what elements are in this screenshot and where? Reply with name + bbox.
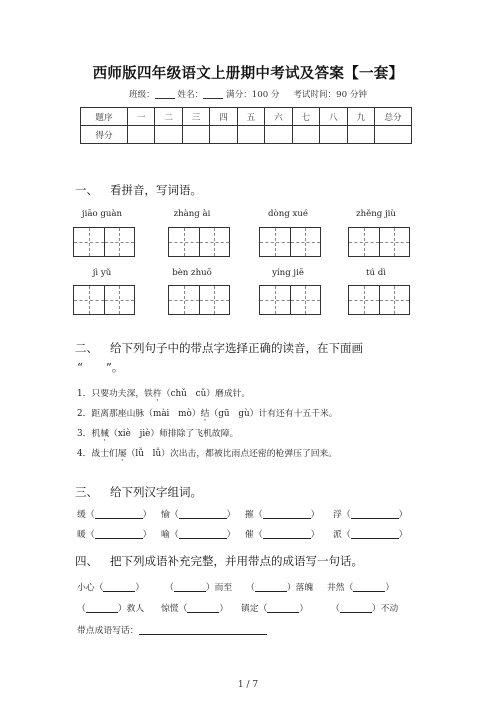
- answer-blank[interactable]: [263, 529, 311, 539]
- section-1-heading: [75, 182, 202, 198]
- score-header-cell: 五: [237, 108, 264, 126]
- section-4-heading: [75, 553, 363, 569]
- idiom-text: （: [246, 583, 255, 593]
- idiom-text: ）落魄: [286, 583, 314, 593]
- answer-blank[interactable]: [340, 603, 372, 613]
- pinyin-label: bèn zhuō: [172, 268, 212, 278]
- section-number: 四、: [75, 554, 98, 568]
- dotted-char: 屡: [117, 449, 127, 459]
- answer-blank[interactable]: [103, 582, 135, 592]
- score-header-cell: 一: [128, 108, 155, 126]
- idiom-text: ）而至: [205, 583, 233, 593]
- idiom-text: 小心（: [77, 583, 104, 593]
- question-text: 2．距离那座山脉（mài mò）: [77, 409, 201, 419]
- idiom-text: 井然（: [327, 583, 354, 593]
- idiom-prompt: [246, 580, 313, 593]
- score-cell[interactable]: [375, 126, 412, 144]
- idiom-prompt: [77, 601, 144, 614]
- answer-blank[interactable]: [353, 582, 385, 592]
- writing-grid[interactable]: [259, 227, 321, 257]
- section-3-heading: [75, 484, 202, 500]
- question-line: [77, 426, 238, 439]
- score-header-cell: 八: [320, 108, 347, 126]
- score-cell[interactable]: [155, 126, 182, 144]
- answer-blank[interactable]: [174, 582, 206, 592]
- dotted-char: 结: [200, 409, 210, 419]
- word-prompt: 愉（ ）: [161, 510, 236, 520]
- score-header-cell: 二: [155, 108, 182, 126]
- question-text: 1．只要功夫深，铁: [77, 389, 153, 399]
- answer-blank[interactable]: [95, 529, 143, 539]
- idiom-prompt: [165, 580, 232, 593]
- idiom-text: ）不动: [371, 604, 399, 614]
- pinyin-label: jì yǔ: [92, 268, 112, 278]
- answer-blank[interactable]: [187, 603, 219, 613]
- idiom-prompt: [327, 580, 394, 593]
- hanzi: 摧: [245, 510, 254, 520]
- idiom-text: ）: [135, 583, 145, 593]
- writing-grid[interactable]: [73, 227, 135, 257]
- idiom-text: ）: [219, 604, 229, 614]
- name-label: 姓名：: [177, 90, 204, 100]
- score-cell[interactable]: [128, 126, 155, 144]
- answer-blank[interactable]: [179, 509, 227, 519]
- name-blank[interactable]: [203, 89, 223, 99]
- score-header-cell: 七: [292, 108, 319, 126]
- score-header-cell: 四: [210, 108, 237, 126]
- idiom-prompt: [241, 601, 308, 614]
- word-prompt: 缓（ ）: [77, 510, 152, 520]
- question-text: （chǔ cǔ）磨成针。: [161, 389, 251, 399]
- pinyin-label: jiāo guàn: [81, 209, 123, 219]
- score-header-row: [81, 108, 412, 126]
- idiom-text: ）救人: [117, 604, 145, 614]
- score-cell[interactable]: [320, 126, 347, 144]
- idiom-text: 镇定（: [241, 604, 268, 614]
- score-cell[interactable]: [265, 126, 292, 144]
- writing-grid[interactable]: [168, 285, 230, 315]
- word-prompt: 派（ ）: [333, 530, 408, 540]
- pinyin-label: tú dì: [366, 268, 386, 278]
- write-sentence-prompt: [77, 623, 267, 636]
- answer-blank[interactable]: [267, 603, 299, 613]
- hanzi: 催: [245, 530, 254, 540]
- section-text: 给下列句子中的带点字选择正确的读音，在下面画: [110, 341, 363, 355]
- pinyin-label: yíng jiē: [272, 268, 304, 278]
- answer-blank[interactable]: [351, 529, 399, 539]
- score-row-label: 得分: [81, 126, 128, 144]
- class-blank[interactable]: [155, 89, 175, 99]
- section-text: 把下列成语补充完整，并用带点的成语写一句话。: [110, 554, 363, 568]
- answer-blank[interactable]: [263, 509, 311, 519]
- score-table: [80, 107, 412, 144]
- section-number: 一、: [75, 183, 98, 197]
- idiom-text: （: [331, 604, 340, 614]
- writing-grid[interactable]: [259, 285, 321, 315]
- answer-blank[interactable]: [351, 509, 399, 519]
- writing-grid[interactable]: [348, 285, 410, 315]
- word-prompt: 浮（ ）: [333, 510, 408, 520]
- question-text: （xiè jiè）师排除了飞机故障。: [109, 429, 239, 439]
- word-prompt: 喻（ ）: [161, 530, 236, 540]
- score-header-cell: 九: [347, 108, 375, 126]
- writing-grid[interactable]: [348, 227, 410, 257]
- score-header-cell: 三: [182, 108, 209, 126]
- score-header-cell: 总分: [375, 108, 412, 126]
- sentence-blank[interactable]: [139, 625, 267, 635]
- full-score: 满分：100 分: [226, 90, 280, 100]
- hanzi: 暖: [77, 530, 86, 540]
- section-text: 给下列汉字组词。: [110, 485, 202, 499]
- dotted-char: 械: [100, 429, 110, 439]
- idiom-text: ）: [385, 583, 395, 593]
- write-label: 带点成语写话：: [77, 626, 139, 636]
- hanzi: 喻: [161, 530, 170, 540]
- idiom-text: ）: [299, 604, 309, 614]
- score-cell[interactable]: [292, 126, 319, 144]
- idiom-prompt: [161, 601, 228, 614]
- word-prompt: 催（ ）: [245, 530, 320, 540]
- writing-grid[interactable]: [168, 227, 230, 257]
- section-2-heading: [75, 340, 363, 356]
- idiom-text: （: [77, 604, 86, 614]
- score-cell[interactable]: [237, 126, 264, 144]
- question-line: [77, 406, 338, 419]
- word-prompt: 摧（ ）: [245, 510, 320, 520]
- answer-blank[interactable]: [95, 509, 143, 519]
- exam-info: [0, 88, 496, 100]
- section-number: 三、: [75, 485, 98, 499]
- section-number: 二、: [75, 341, 98, 355]
- question-line: [77, 386, 250, 399]
- hanzi: 浮: [333, 510, 342, 520]
- dotted-char: 杵: [152, 389, 162, 399]
- idiom-text: （: [165, 583, 174, 593]
- page-number: 1 / 7: [237, 680, 259, 690]
- question-text: 3．机: [77, 429, 101, 439]
- score-cell[interactable]: [210, 126, 237, 144]
- idiom-text: 惊慌（: [161, 604, 188, 614]
- answer-blank[interactable]: [179, 529, 227, 539]
- pinyin-label: dòng xué: [268, 209, 308, 219]
- section-2-continuation: “ ”。: [77, 360, 124, 374]
- writing-grid[interactable]: [73, 285, 135, 315]
- class-label: 班级：: [128, 90, 155, 100]
- word-prompt: 暖（ ）: [77, 530, 152, 540]
- section-text: 看拼音，写词语。: [110, 183, 202, 197]
- question-line: [77, 446, 337, 459]
- question-text: （lǚ lǚ）次出击，都被比雨点还密的枪弹压了回来。: [126, 449, 338, 459]
- answer-blank[interactable]: [86, 603, 118, 613]
- score-cell[interactable]: [347, 126, 375, 144]
- pinyin-label: zhěng jiù: [356, 209, 396, 219]
- idiom-prompt: [331, 601, 398, 614]
- score-header-cell: 题序: [81, 108, 128, 126]
- hanzi: 派: [333, 530, 342, 540]
- question-text: （gū gù）计有还有十五千米。: [209, 409, 338, 419]
- score-cell[interactable]: [182, 126, 209, 144]
- score-row: [81, 126, 412, 144]
- exam-title: 西师版四年级语文上册期中考试及答案【一套】: [92, 65, 404, 82]
- score-header-cell: 六: [265, 108, 292, 126]
- hanzi: 缓: [77, 510, 86, 520]
- hanzi: 愉: [161, 510, 170, 520]
- idiom-prompt: [77, 580, 144, 593]
- answer-blank[interactable]: [255, 582, 287, 592]
- exam-time: 考试时间：90 分钟: [293, 90, 368, 100]
- pinyin-label: zhàng ài: [173, 209, 211, 219]
- question-text: 4．战士们: [77, 449, 118, 459]
